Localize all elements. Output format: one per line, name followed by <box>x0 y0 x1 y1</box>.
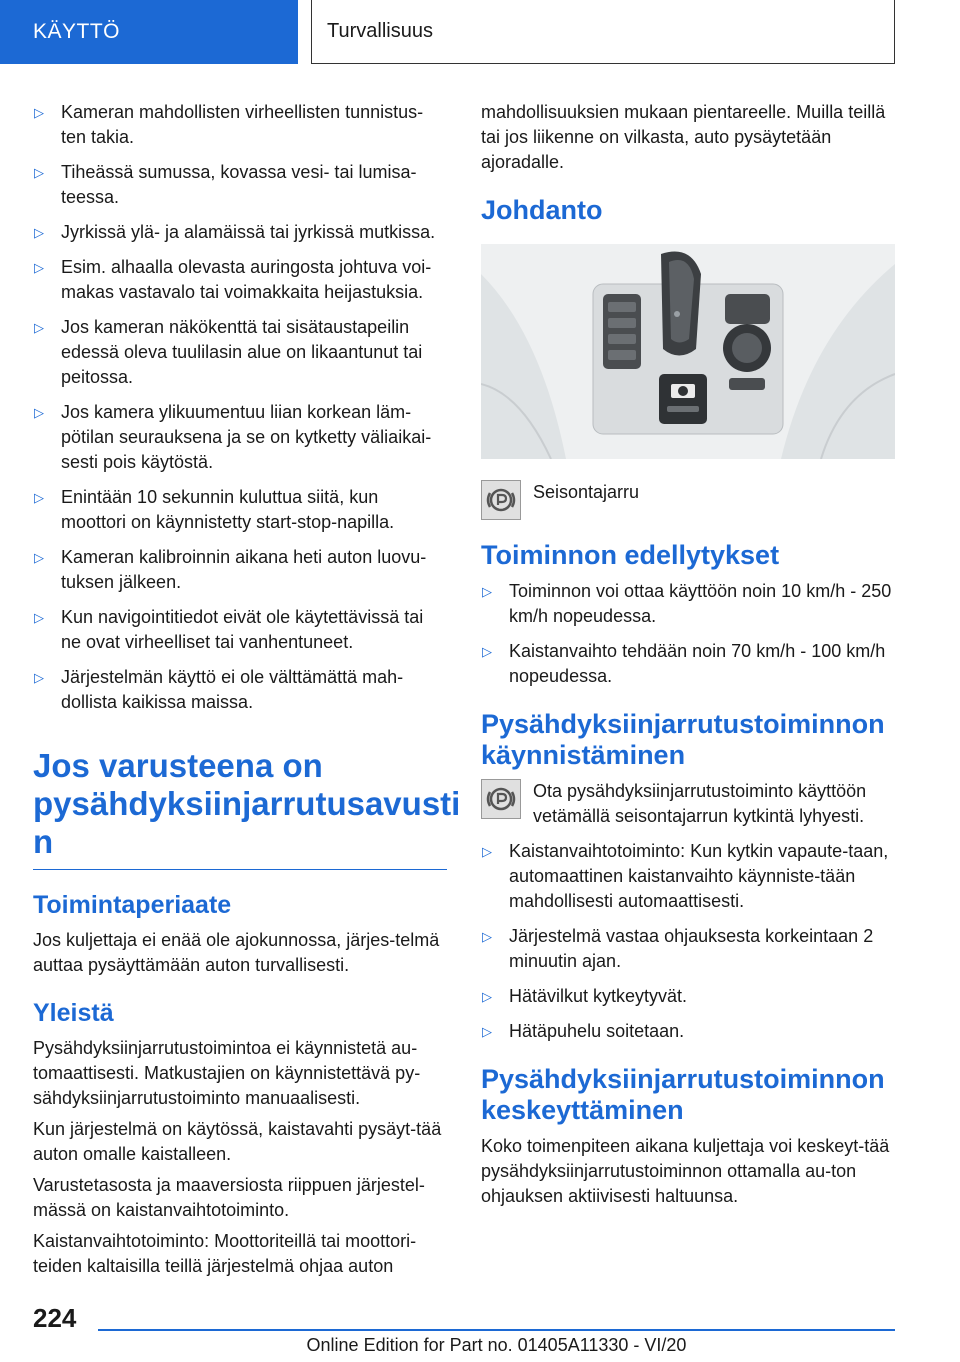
activation-bullet-list <box>481 839 895 1044</box>
bullet-text: Hätävilkut kytkeytyvät. <box>509 986 688 1006</box>
bullet-marker-icon: ▷ <box>34 550 44 565</box>
bullet-item <box>481 639 895 689</box>
bullet-marker-icon: ▷ <box>34 225 44 240</box>
right-column <box>481 100 895 1215</box>
bullet-marker-icon: ▷ <box>34 405 44 420</box>
section-heading-johdanto: Johdanto <box>481 195 603 225</box>
bullet-marker-icon: ▷ <box>482 584 492 599</box>
paragraph: Kun järjestelmä on käytössä, kaistavahti pysäyt-tää auton omalle kaistalleen. <box>33 1119 442 1164</box>
bullet-text: Hätäpuhelu soitetaan. <box>509 1021 685 1041</box>
bullet-text: Järjestelmän käyttö ei ole välttämättä mah-dollista kaikissa maissa. <box>61 667 404 712</box>
footer-edition: Online Edition for Part no. 01405A11330 - VI/20 <box>306 1335 687 1355</box>
bullet-text: Jyrkissä ylä- ja alamäissä tai jyrkissä mutkissa. <box>61 222 436 242</box>
parking-brake-caption <box>481 480 895 520</box>
bullet-text: Esim. alhaalla olevasta auringosta johtuva voi-makas vastavalo tai voimakkaita heijastuksia. <box>61 257 432 302</box>
bullet-item <box>481 984 895 1009</box>
paragraph: Varustetasosta ja maaversiosta riippuen järjestel-mässä on kaistanvaihtotoiminto. <box>33 1175 425 1220</box>
paragraph: mahdollisuuksien mukaan pientareelle. Muilla teillä tai jos liikenne on vilkasta, auto pysäytetään ajoradalle. <box>481 102 886 172</box>
bullet-text: Kaistanvaihto tehdään noin 70 km/h - 100 km/h nopeudessa. <box>509 641 886 686</box>
bullet-item <box>33 400 447 475</box>
section-heading-yleista: Yleistä <box>33 999 114 1027</box>
bullet-item <box>33 160 447 210</box>
paragraph: Pysähdyksiinjarrutustoimintoa ei käynnistetä au-tomaattisesti. Matkustajien on käynnistettävä py-sähdyksiinjarrutustoiminto manuaalisesti. <box>33 1038 421 1108</box>
activation-instruction <box>481 779 895 829</box>
section-heading-toimintaperiaate: Toimintaperiaate <box>33 891 232 919</box>
section-heading-edellytykset: Toiminnon edellytykset <box>481 540 780 570</box>
bullet-item <box>33 605 447 655</box>
bullet-marker-icon: ▷ <box>34 165 44 180</box>
bullet-item <box>481 1019 895 1044</box>
bullet-text: Jos kameran näkökenttä tai sisätaustapeilin edessä oleva tuulilasin alue on likaantunut tai peitossa. <box>61 317 423 387</box>
bullet-text: Kaistanvaihtotoiminto: Kun kytkin vapaute-taan, automaattinen kaistanvaihto käynniste-tään mahdollisesti automaattisesti. <box>509 841 889 911</box>
bullet-marker-icon: ▷ <box>482 644 492 659</box>
bullet-item <box>33 665 447 715</box>
bullet-text: Toiminnon voi ottaa käyttöön noin 10 km/h - 250 km/h nopeudessa. <box>509 581 892 626</box>
bullet-item <box>481 579 895 629</box>
bullet-marker-icon: ▷ <box>482 989 492 1004</box>
center-console-figure <box>481 244 895 459</box>
paragraph: Jos kuljettaja ei enää ole ajokunnossa, järjes-telmä auttaa pysäyttämään auton turvallisesti. <box>33 930 440 975</box>
bullet-marker-icon: ▷ <box>34 260 44 275</box>
bullet-marker-icon: ▷ <box>34 105 44 120</box>
bullet-item <box>33 545 447 595</box>
bullet-item <box>481 924 895 974</box>
bullet-text: Kameran kalibroinnin aikana heti auton luovu-tuksen jälkeen. <box>61 547 427 592</box>
bullet-item <box>33 255 447 305</box>
instruction-text: Ota pysähdyksiinjarrutustoiminto käyttöön vetämällä seisontajarrun kytkintä lyhyesti. <box>533 781 867 826</box>
bullet-marker-icon: ▷ <box>34 490 44 505</box>
footer-divider <box>98 1329 895 1331</box>
bullet-item <box>33 315 447 390</box>
bullet-text: Enintään 10 sekunnin kuluttua siitä, kun moottori on käynnistetty start-stop-napilla. <box>61 487 395 532</box>
chapter-tab <box>0 0 298 64</box>
bullet-text: Kun navigointitiedot eivät ole käytettävissä tai ne ovat virheelliset tai vanhentuneet. <box>61 607 424 652</box>
bullet-text: Järjestelmä vastaa ohjauksesta korkeintaan 2 minuutin ajan. <box>509 926 874 971</box>
chapter-title: KÄYTTÖ <box>33 20 121 43</box>
parking-brake-icon <box>481 480 521 520</box>
left-bullet-list <box>33 100 447 715</box>
section-heading-kaynnistaminen: Pysähdyksiinjarrutustoiminnon käynnistäminen <box>481 709 885 770</box>
icon-caption: Seisontajarru <box>533 482 640 502</box>
bullet-text: Kameran mahdollisten virheellisten tunnistus-ten takia. <box>61 102 424 147</box>
bullet-marker-icon: ▷ <box>34 670 44 685</box>
paragraph: Koko toimenpiteen aikana kuljettaja voi keskeyt-tää pysähdyksiinjarrutustoiminnon ottamalla au-ton ohjauksen aktiivisesti haltuunsa. <box>481 1136 890 1206</box>
bullet-marker-icon: ▷ <box>34 610 44 625</box>
page-number: 224 <box>33 1303 77 1333</box>
bullet-item <box>33 485 447 535</box>
section-header <box>311 0 895 64</box>
left-column <box>33 100 461 1285</box>
bullet-item <box>33 100 447 150</box>
parking-brake-icon <box>481 779 521 819</box>
bullet-item <box>33 220 447 245</box>
section-heading-keskeyttaminen: Pysähdyksiinjarrutustoiminnon keskeyttäminen <box>481 1064 885 1125</box>
section-title: Turvallisuus <box>327 20 433 42</box>
paragraph: Kaistanvaihtotoiminto: Moottoriteillä tai moottori-teiden kaltaisilla teillä järjestelmä ohjaa auton <box>33 1231 417 1276</box>
bullet-item <box>481 839 895 914</box>
main-heading: Jos varusteena on pysähdyksiinjarrutusavusti n <box>33 747 447 870</box>
requirements-bullet-list <box>481 579 895 689</box>
bullet-text: Jos kamera ylikuumentuu liian korkean läm-pötilan seurauksena ja se on kytketty väliaikai-sesti pois käytöstä. <box>61 402 432 472</box>
bullet-text: Tiheässä sumussa, kovassa vesi- tai lumisa-teessa. <box>61 162 417 207</box>
bullet-marker-icon: ▷ <box>482 844 492 859</box>
bullet-marker-icon: ▷ <box>34 320 44 335</box>
bullet-marker-icon: ▷ <box>482 1024 492 1039</box>
bullet-marker-icon: ▷ <box>482 929 492 944</box>
